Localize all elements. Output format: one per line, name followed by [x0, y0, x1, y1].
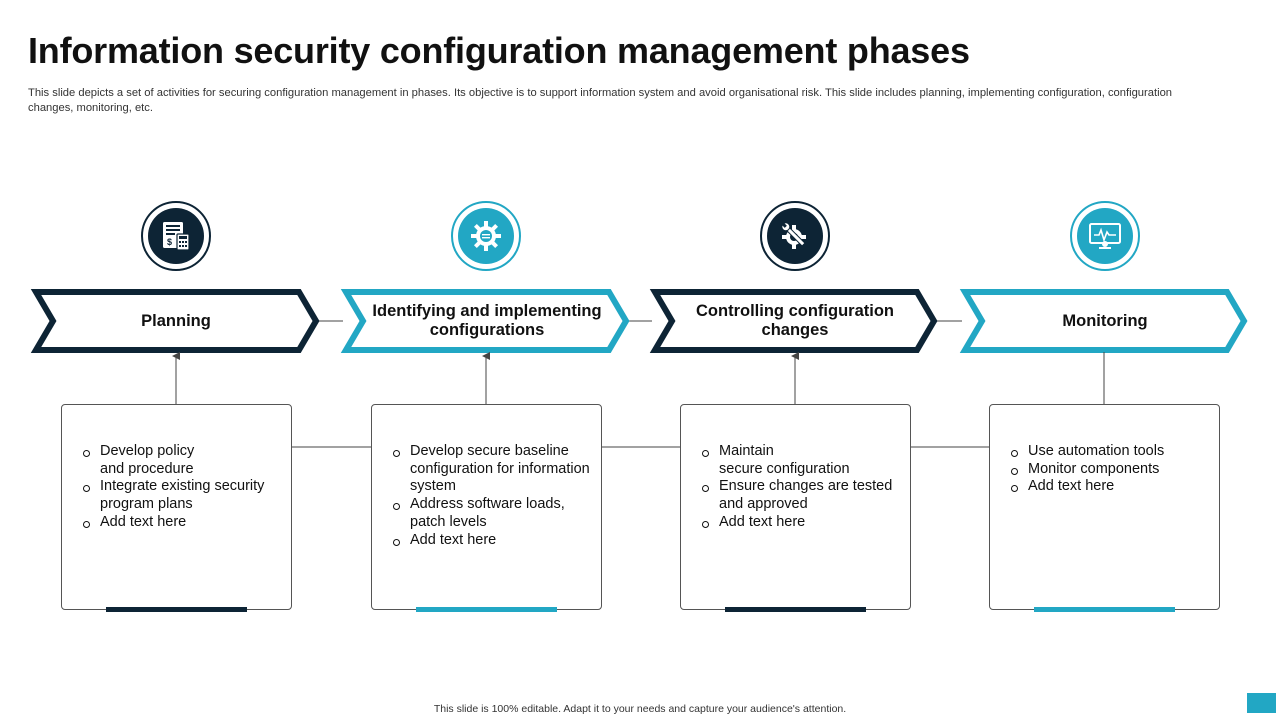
- slide-title: Information security configuration management phases: [28, 30, 970, 71]
- corner-decoration: [1247, 693, 1276, 713]
- phase-card-identifying: [371, 404, 602, 610]
- list-item: Address software loads, patch levels: [392, 496, 592, 531]
- list-item: Add text here: [701, 514, 901, 532]
- gear-chip-icon: [468, 218, 504, 254]
- phase-label-monitoring: Monitoring: [1062, 311, 1148, 330]
- list-item: Integrate existing security program plans: [82, 478, 282, 513]
- list-item: Add text here: [1010, 478, 1210, 496]
- card-accent-bar: [1034, 607, 1175, 612]
- phase-label-planning: Planning: [141, 311, 211, 330]
- list-item: Add text here: [82, 514, 282, 532]
- card-accent-bar: [106, 607, 247, 612]
- bullet-list: [82, 443, 282, 532]
- list-item: Monitor components: [1010, 461, 1210, 479]
- bullet-list: [1010, 443, 1210, 496]
- list-item: Ensure changes are tested and approved: [701, 478, 901, 513]
- list-item: Use automation tools: [1010, 443, 1210, 461]
- phase-card-planning: [61, 404, 292, 610]
- phase-icon-badge: [451, 201, 521, 271]
- phase-card-monitoring: [989, 404, 1220, 610]
- list-item: Add text here: [392, 532, 592, 550]
- card-accent-bar: [416, 607, 557, 612]
- phase-icon-badge: [1070, 201, 1140, 271]
- footer-note: This slide is 100% editable. Adapt it to your needs and capture your audience's attention.: [433, 703, 847, 715]
- phase-label-controlling: Controlling configuration changes: [696, 302, 894, 339]
- bullet-list: [701, 443, 901, 532]
- card-accent-bar: [725, 607, 866, 612]
- list-item: Develop secure baseline configuration for information system: [392, 443, 592, 496]
- slide-subtitle: This slide depicts a set of activities for securing configuration management in phases. Its objective is to support information system and avoid organisational risk. This slide includes planning, implementing configuration, configuration changes, monitoring, etc.: [28, 87, 1173, 114]
- phase-card-controlling: [680, 404, 911, 610]
- calculator-document-icon: [159, 219, 193, 253]
- bullet-list: [392, 443, 592, 549]
- svg-text:$: $: [167, 237, 173, 247]
- monitor-pulse-icon: [1086, 218, 1124, 254]
- list-item: Maintain secure configuration: [701, 443, 901, 478]
- phase-label-identifying: Identifying and implementing configurations: [372, 302, 602, 339]
- list-item: Develop policy and procedure: [82, 443, 282, 478]
- phase-icon-badge: [141, 201, 211, 271]
- phase-icon-badge: [760, 201, 830, 271]
- wrench-gear-icon: [777, 218, 813, 254]
